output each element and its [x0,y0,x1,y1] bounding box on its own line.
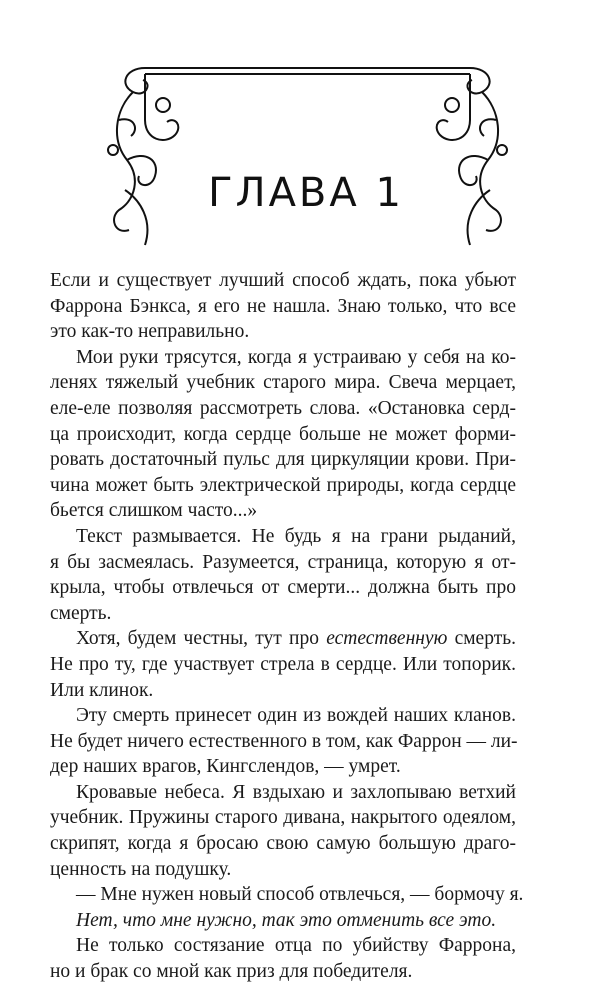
chapter-ornament-frame [105,50,510,250]
text-line [50,908,516,934]
text-line [50,857,516,883]
text-line [50,370,516,396]
text-line [50,268,516,294]
text-line [50,575,516,601]
text-run: Не только состязание отца по убийству Фаррона, [76,935,516,957]
text-run: это как-то неправильно. [50,321,250,343]
chapter-title: ГЛАВА 1 [208,170,404,216]
text-line [50,447,516,473]
text-run: крыла, чтобы отвлечься от смерти... должна быть про [50,577,516,599]
text-run: смерть. [50,602,112,624]
text-run: Мои руки трясутся, когда я устраиваю у себя на ко- [76,346,516,368]
text-line [50,422,516,448]
text-run: чина может быть электрической природы, когда сердце [50,474,516,496]
text-line [50,703,516,729]
text-line [50,319,516,345]
text-run: ленях тяжелый учебник старого мира. Свеча мерцает, [50,372,516,394]
italic-text-run: Нет, что мне нужно, так это отменить все это. [76,909,497,931]
right-flourish [437,68,507,245]
text-line [50,345,516,371]
text-run: еле-еле позволяя рассмотреть слова. «Остановка серд- [50,397,516,419]
text-line [50,959,516,985]
text-line [50,754,516,780]
text-line [50,678,516,704]
text-run: Если и существует лучший способ ждать, пока убьют [50,270,516,291]
text-run: — Мне нужен новый способ отвлечься, — бормочу я. [76,884,524,906]
chapter-body-text [50,268,524,985]
text-run: Кровавые небеса. Я вздыхаю и захлопываю ветхий [76,781,516,803]
text-line [50,294,516,320]
text-line [50,805,516,831]
text-line [50,933,516,959]
text-line [50,652,516,678]
text-line [50,831,516,857]
text-run: бьется слишком часто...» [50,500,258,522]
text-line [50,498,516,524]
text-line [50,626,516,652]
text-run: дер наших врагов, Кингслендов, — умрет. [50,756,401,778]
text-run: скрипят, когда я бросаю свою самую большую драго- [50,833,516,855]
text-run: Хотя, будем честны, тут про [76,628,327,650]
text-run: учебник. Пружины старого дивана, накрытого одеялом, [50,807,516,829]
text-run: я бы засмеялась. Разумеется, страница, которую я от- [50,551,516,573]
italic-text-run: естественную [326,628,448,650]
text-line [50,524,516,550]
text-line [50,473,516,499]
text-run: но и брак со мной как приз для победителя. [50,961,413,983]
text-run: смерть. [447,628,516,650]
text-line [50,550,516,576]
text-run: Не будет ничего естественного в том, как Фаррон — ли- [50,730,518,752]
text-line [50,882,524,908]
text-line [50,396,516,422]
text-line [50,601,516,627]
text-run: ценность на подушку. [50,858,232,880]
text-run: Эту смерть принесет один из вождей наших кланов. [76,705,516,727]
text-run: Или клинок. [50,679,154,701]
text-line [50,729,516,755]
text-run: Текст размывается. Не будь я на грани рыданий, [76,525,516,547]
text-line [50,780,516,806]
text-run: Фаррона Бэнкса, я его не нашла. Знаю только, что все [50,295,516,317]
left-flourish [108,68,178,245]
text-run: Не про ту, где участвует стрела в сердце. Или топорик. [50,653,516,675]
text-run: ровать достаточный пульс для циркуляции крови. При- [50,449,516,471]
text-run: ца происходит, когда сердце больше не может форми- [50,423,516,445]
